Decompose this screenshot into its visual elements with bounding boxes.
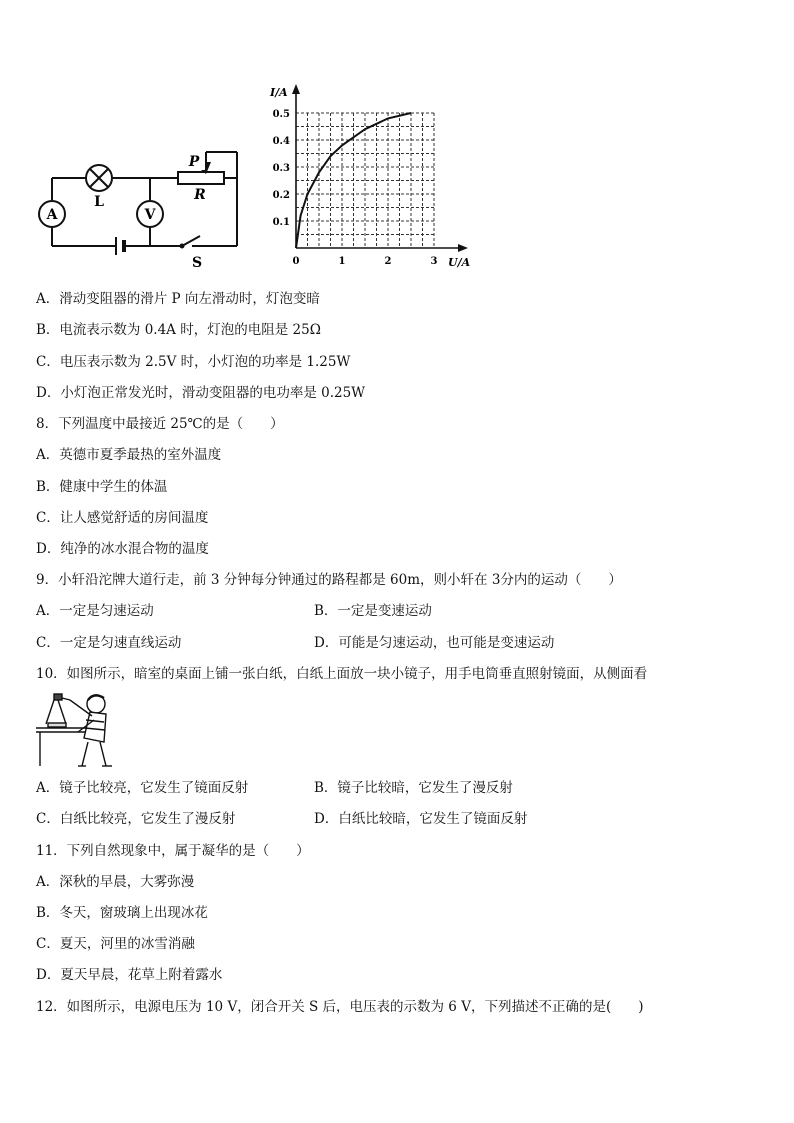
x-axis-arrow-icon (458, 244, 468, 252)
q8-stem: 8．下列温度中最接近 25℃的是（ ） (36, 416, 284, 432)
q10-stem: 10．如图所示，暗室的桌面上铺一张白纸，白纸上面放一块小镜子，用手电筒垂直照射镜面，从侧面看 (36, 666, 648, 682)
ammeter-label: A (46, 207, 58, 223)
q12-stem: 12．如图所示，电源电压为 10 V，闭合开关 S 后，电压表的示数为 6 V，下列描述不正确的是( ) (36, 999, 644, 1015)
y-tick-label: 0.4 (272, 136, 290, 147)
q11-option-a: A．深秋的早晨，大雾弥漫 (36, 874, 195, 890)
q8-option-d: D．纯净的冰水混合物的温度 (36, 541, 209, 557)
voltmeter-label: V (144, 207, 156, 223)
q9-option-c: C．一定是匀速直线运动 (36, 635, 182, 651)
q7-option-d: D．小灯泡正常发光时，滑动变阻器的电功率是 0.25W (36, 385, 366, 401)
iu-graph (262, 82, 472, 270)
q8-option-a: A．英德市夏季最热的室外温度 (36, 447, 222, 463)
y-tick-label: 0.1 (272, 217, 290, 228)
flashlight-illustration (34, 686, 124, 768)
q7-option-c: C．电压表示数为 2.5V 时，小灯泡的功率是 1.25W (36, 354, 351, 370)
q11-option-d: D．夏天早晨，花草上附着露水 (36, 967, 223, 983)
q10-option-c: C．白纸比较亮，它发生了漫反射 (36, 811, 236, 827)
q8-option-c: C．让人感觉舒适的房间温度 (36, 510, 209, 526)
q9-stem: 9．小轩沿沱牌大道行走，前 3 分钟每分钟通过的路程都是 60m，则小轩在 3分内的运动（ ） (36, 572, 622, 588)
q11-option-c: C．夏天，河里的冰雪消融 (36, 936, 195, 952)
graph-grid (296, 113, 434, 248)
q9-option-b: B．一定是变速运动 (314, 603, 432, 619)
x-tick-label: 3 (430, 256, 438, 267)
x-tick-label: 0 (292, 256, 300, 267)
lamp-label: L (94, 194, 104, 210)
q10-option-d: D．白纸比较暗，它发生了镜面反射 (314, 811, 528, 827)
circuit-diagram (30, 140, 245, 270)
x-tick-label: 1 (338, 256, 346, 267)
q9-option-a: A．一定是匀速运动 (36, 603, 154, 619)
rheostat-label: R (194, 187, 206, 203)
q8-option-b: B．健康中学生的体温 (36, 479, 168, 495)
rheostat-icon (178, 172, 224, 184)
y-tick-label: 0.2 (272, 190, 290, 201)
q10-option-a: A．镜子比较亮，它发生了镜面反射 (36, 780, 249, 796)
q7-option-a: A．滑动变阻器的滑片 P 向左滑动时，灯泡变暗 (36, 291, 320, 307)
y-axis-label: I/A (270, 86, 288, 99)
q9-option-d: D．可能是匀速运动，也可能是变速运动 (314, 635, 555, 651)
switch-label: S (191, 255, 203, 270)
x-axis-label: U/A (448, 256, 471, 269)
y-axis-arrow-icon (292, 84, 300, 94)
q10-option-b: B．镜子比较暗，它发生了漫反射 (314, 780, 513, 796)
x-tick-label: 2 (384, 256, 392, 267)
q11-option-b: B．冬天，窗玻璃上出现冰花 (36, 905, 208, 921)
q11-stem: 11．下列自然现象中，属于凝华的是（ ） (36, 843, 310, 859)
slider-label: P (188, 154, 200, 170)
q7-option-b: B．电流表示数为 0.4A 时，灯泡的电阻是 25Ω (36, 322, 321, 338)
y-tick-label: 0.3 (272, 163, 290, 174)
y-tick-label: 0.5 (272, 109, 290, 120)
